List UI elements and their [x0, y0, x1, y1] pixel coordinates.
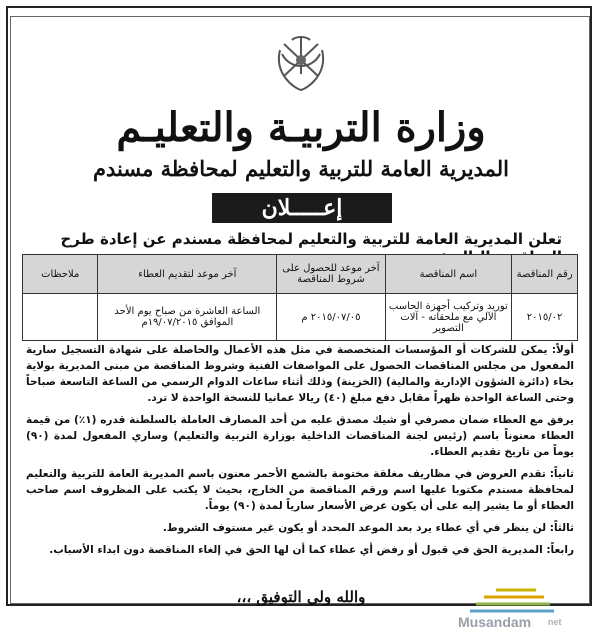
tender-table — [22, 254, 578, 341]
paragraph: ثانياً: تقدم العروض في مظاريف مغلقة مختومة بالشمع الأحمر معنون باسم المديرية العامة للتربية والتعليم لمحافظة مسندم مكتوبا عليها اسم ورقم المناقصة من الخارج، بحيث لا يكتب على المظروف اسم صاحب العطاء أو ما يشير إليه على أن يكون عرض الأسعار سارياً لمدة (٩٠) يوماً. — [26, 468, 574, 512]
watermark-subtext: net — [548, 617, 562, 627]
column-header: رقم المناقصة — [512, 255, 578, 294]
column-header: آخر موعد للحصول على شروط المناقصة — [277, 255, 385, 294]
bid-deadline: الساعة العاشرة من صباح يوم الأحد الموافق ١٩/٠٧/٢٠١٥م — [98, 294, 277, 341]
directorate-title: المديرية العامة للتربية والتعليم لمحافظة مسندم — [93, 156, 509, 181]
paragraph: أولاً: يمكن للشركات أو المؤسسات المتخصصة في مثل هذه الأعمال والحاصلة على شهادة التسجيل سارية المفعول من مجلس المناقصات الحصول على المواصفات الفنية وشروط المناقصة من مبنى المديرية بولاية بخاء (دائرة الشؤون الإدارية والمالية) (الخزينة) وذلك أثناء ساعات الدوام الرسمي من الساعة التاسعة صباحاً وحتى الساعة الواحدة ظهراً مقابل دفع مبلغ (٤٠) ريالا عمانيا للنسخة الواحدة لا ترد. — [26, 344, 574, 404]
watermark-text: Musandam — [458, 614, 532, 630]
terms-section — [26, 342, 574, 564]
tender-name: توريد وتركيب أجهزة الحاسب الآلي مع ملحقاته - آلات التصوير — [385, 294, 512, 341]
column-header: آخر موعد لتقديم العطاء — [98, 255, 277, 294]
tender-notes — [23, 294, 98, 341]
announcement-banner: إعـــــلان — [212, 193, 392, 223]
column-header: ملاحظات — [23, 255, 98, 294]
paragraph: ثالثاً: لن ينظر في أي عطاء يرد بعد الموعد المحدد أو يكون غير مستوف الشروط. — [162, 522, 574, 534]
oman-emblem-icon — [270, 30, 332, 100]
paragraph: رابعاً: المديرية الحق في قبول أو رفض أي عطاء كما أن لها الحق في إلغاء المناقصة دون ابداء الأسباب. — [49, 544, 574, 556]
tender-number: ٢٠١٥/٠٢ — [512, 294, 578, 341]
docs-deadline: ٢٠١٥/٠٧/٠٥ م — [277, 294, 385, 341]
table-header-row — [23, 255, 578, 294]
intro-text: تعلن المديرية العامة للتربية والتعليم لمحافظة مسندم عن إعادة طرح — [60, 230, 562, 248]
table-row — [23, 294, 578, 341]
ministry-title: وزارة التربيـة والتعليـم — [116, 104, 486, 151]
column-header: اسم المناقصة — [385, 255, 512, 294]
closing-text: والله ولي التوفيق ،،، — [236, 588, 366, 606]
paragraph: يرفق مع العطاء ضمان مصرفي أو شيك مصدق عليه من أحد المصارف العاملة بالسلطنة قدره (١٪) من قيمة العطاء معنوناً باسم (رئيس لجنة المناقصات الداخلية بوزارة التربية والتعليم) وساري المفعول لمدة (٩٠) يوماً من تاريخ تقديم العطاء. — [26, 414, 574, 458]
